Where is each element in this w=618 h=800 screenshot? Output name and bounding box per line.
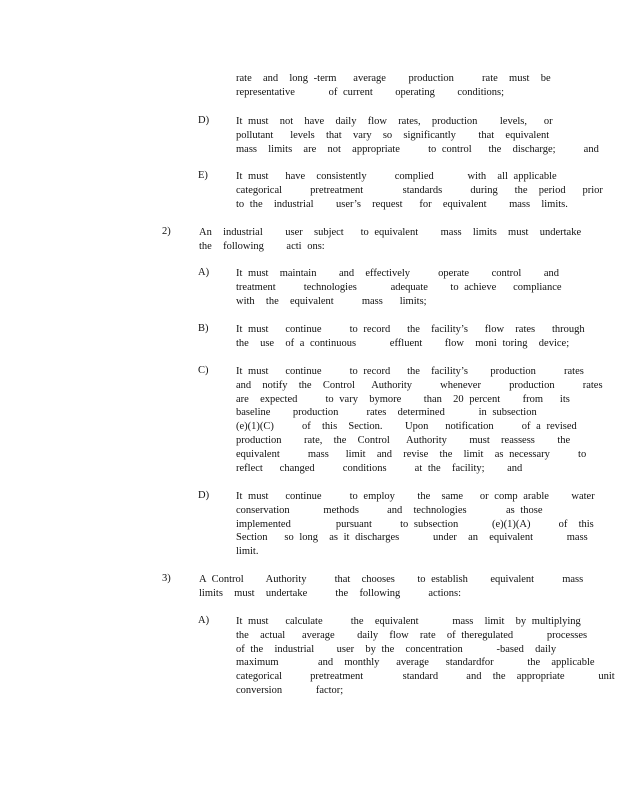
text-line: categorical pretreatment standards during the period prior <box>236 184 603 196</box>
text-line: baseline production rates determined in subsection <box>236 407 537 419</box>
text-line: An industrial user subject to equivalent mass limits must undertake <box>199 227 582 238</box>
item-label: E) <box>198 170 208 181</box>
text-line: are expected to vary bymore than 20 percent from its <box>236 393 570 405</box>
item-label: A) <box>198 267 210 278</box>
text-line: production rate, the Control Authority must reassess the <box>236 434 571 446</box>
text-line: of the industrial user by the concentration -based daily <box>236 643 557 655</box>
text-line: limit. <box>236 546 259 558</box>
text-line: conservation methods and technologies as those <box>236 504 543 516</box>
text-line: (e)(1)(C) of this Section. Upon notification of a revised <box>236 421 577 433</box>
paragraph-lines <box>236 115 599 156</box>
paragraph-lines <box>199 226 581 254</box>
item-label: A) <box>198 615 210 626</box>
text-line: the following acti ons: <box>199 240 325 252</box>
text-line: Section so long as it discharges under an equivalent mass <box>236 532 588 544</box>
paragraph-lines <box>236 72 551 100</box>
text-line: limits must undertake the following actions: <box>199 587 462 599</box>
paragraph-lines <box>199 573 583 601</box>
item-label: C) <box>198 365 209 376</box>
text-line: pollutant levels that vary so significantly that equivalent <box>236 129 550 141</box>
text-line: conversion factor; <box>236 684 344 696</box>
paragraph-lines <box>236 267 562 308</box>
text-line: the actual average daily flow rate of theregulated processes <box>236 629 588 641</box>
text-line: A Control Authority that chooses to establish equivalent mass <box>199 574 584 585</box>
text-line: equivalent mass limit and revise the limit as necessary to <box>236 448 587 460</box>
text-line: mass limits are not appropriate to control the discharge; and <box>236 143 599 155</box>
text-line: to the industrial user’s request for equivalent mass limits. <box>236 198 568 210</box>
paragraph-lines <box>236 490 595 559</box>
text-line: implemented pursuant to subsection (e)(1)(A) of this <box>236 518 594 530</box>
text-line: It must continue to record the facility’s production rates <box>236 366 584 377</box>
text-line: reflect changed conditions at the facility; and <box>236 462 523 474</box>
text-line: the use of a continuous effluent flow moni toring device; <box>236 337 570 349</box>
text-line: maximum and monthly average standardfor the applicable <box>236 657 595 669</box>
text-line: It must have consistently complied with all applicable <box>236 171 557 182</box>
paragraph-lines <box>236 615 615 698</box>
paragraph-lines <box>236 323 585 351</box>
paragraph-lines <box>236 365 603 475</box>
text-line: representative of current operating conditions; <box>236 86 505 98</box>
item-label: D) <box>198 490 210 501</box>
text-line: categorical pretreatment standard and the appropriate unit <box>236 671 615 683</box>
paragraph-lines <box>236 170 603 211</box>
text-line: It must continue to employ the same or comp arable water <box>236 491 595 502</box>
text-line: It must not have daily flow rates, production levels, or <box>236 116 553 127</box>
item-label: D) <box>198 115 210 126</box>
text-line: treatment technologies adequate to achieve compliance <box>236 281 562 293</box>
text-line: rate and long -term average production rate must be <box>236 73 551 84</box>
item-number: 3) <box>162 573 171 584</box>
text-line: It must continue to record the facility’s flow rates through <box>236 324 585 335</box>
text-line: and notify the Control Authority whenever production rates <box>236 379 603 391</box>
text-line: It must maintain and effectively operate control and <box>236 268 559 279</box>
text-line: with the equivalent mass limits; <box>236 295 427 307</box>
item-number: 2) <box>162 226 171 237</box>
item-label: B) <box>198 323 209 334</box>
text-line: It must calculate the equivalent mass limit by multiplying <box>236 616 581 627</box>
